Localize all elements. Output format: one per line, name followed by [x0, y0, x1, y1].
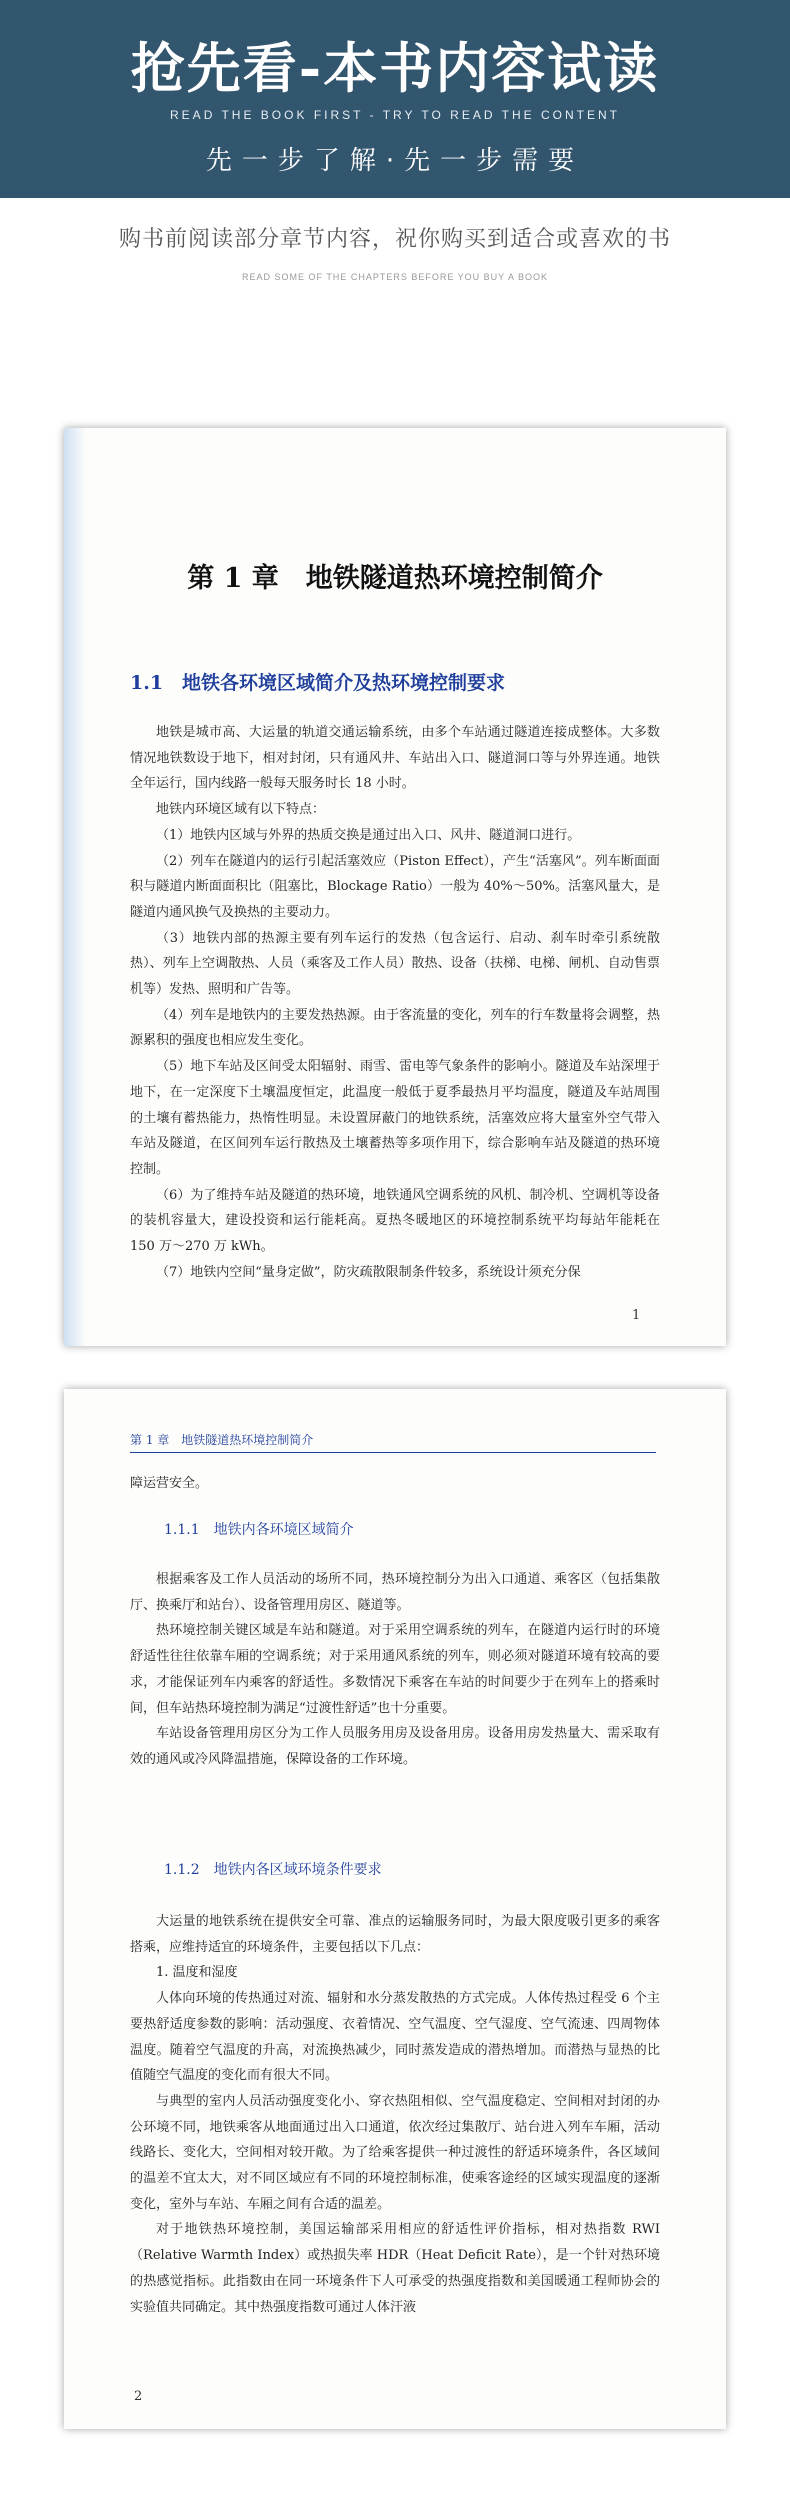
page2-body-2	[130, 1909, 660, 2320]
banner-title: 抢先看-本书内容试读	[130, 36, 660, 100]
paragraph: 障运营安全。	[130, 1476, 209, 1491]
intro-text-en: READ SOME OF THE CHAPTERS BEFORE YOU BUY A BOOK	[241, 272, 549, 282]
intro-text: 购书前阅读部分章节内容，祝你购买到适合或喜欢的书	[118, 227, 671, 252]
chapter-title: 第 1 章 地铁隧道热环境控制简介	[187, 563, 603, 594]
book-page-2	[64, 1389, 726, 2429]
subsection-title: 1.1.2 地铁内各区域环境条件要求	[164, 1862, 382, 1878]
paragraph: 与典型的室内人员活动强度变化小、穿衣热阻相似、空气温度稳定、空间相对封闭的办公环境不同，地铁乘客从地面通过出入口通道，依次经过集散厅、站台进入列车车厢，活动线路长、变化大，空间相对较开敞。为了给乘客提供一种过渡性的舒适环境条件，各区域间的温差不宜太大，对不同区域应有不同的环境控制标准，使乘客途经的区域实现温度的逐渐变化，室外与车站、车厢之间有合适的温差。	[130, 2093, 660, 2212]
paragraph: 1. 温度和湿度	[156, 1965, 238, 1981]
subsection-title: 1.1.1 地铁内各环境区域简介	[164, 1522, 354, 1538]
paragraph: （7）地铁内空间“量身定做”，防灾疏散限制条件较多，系统设计须充分保	[156, 1264, 581, 1280]
page-number: 1	[632, 1308, 641, 1323]
paragraph: （4）列车是地铁内的主要发热热源。由于客流量的变化，列车的行车数量将会调整，热源累积的强度也相应发生变化。	[130, 1007, 660, 1049]
banner-subtitle-en: READ THE BOOK FIRST - TRY TO READ THE CONTENT	[170, 108, 620, 122]
paragraph: 地铁是城市高、大运量的轨道交通运输系统，由多个车站通过隧道连接成整体。大多数情况地铁数设于地下，相对封闭，只有通风井、车站出入口、隧道洞口等与外界连通。地铁全年运行，国内线路一般每天服务时长 18 小时。	[130, 725, 660, 792]
page1-body	[130, 720, 660, 1285]
paragraph: 对于地铁热环境控制，美国运输部采用相应的舒适性评价指标，相对热指数 RWI（Relative Warmth Index）或热损失率 HDR（Heat Deficit Rate），是一个针对热环境的热感觉指标。此指数由在同一环境条件下人可承受的热强度指数和美国暖通工程师协会的实验值共同确定。其中热强度指数可通过人体汗液	[130, 2222, 660, 2315]
paragraph: 人体向环境的传热通过对流、辐射和水分蒸发散热的方式完成。人体传热过程受 6 个主要热舒适度参数的影响：活动强度、衣着情况、空气温度、空气湿度、空气流速、四周物体温度。随着空气温度的升高，对流换热减少，同时蒸发造成的潜热增加。而潜热与显热的比值随空气温度的变化而有很大不同。	[130, 1991, 660, 2084]
paragraph: 地铁内环境区域有以下特点：	[156, 802, 326, 818]
paragraph: 热环境控制关键区域是车站和隧道。对于采用空调系统的列车，在隧道内运行时的环境舒适性往往依靠车厢的空调系统；对于采用通风系统的列车，则必须对隧道环境有较高的要求，才能保证列车内乘客的舒适性。多数情况下乘客在车站的时间要少于在列车上的搭乘时间，但车站热环境控制为满足“过渡性舒适”也十分重要。	[130, 1623, 660, 1716]
page2-continuation	[130, 1471, 660, 1497]
paragraph: 车站设备管理用房区分为工作人员服务用房及设备用房。设备用房发热量大、需采取有效的通风或冷风降温措施，保障设备的工作环境。	[130, 1726, 660, 1767]
section-title: 1.1 地铁各环境区域简介及热环境控制要求	[130, 672, 506, 694]
running-header: 第 1 章 地铁隧道热环境控制简介	[130, 1433, 314, 1447]
paragraph: （6）为了维持车站及隧道的热环境，地铁通风空调系统的风机、制冷机、空调机等设备的装机容量大，建设投资和运行能耗高。夏热冬暖地区的环境控制系统平均每站年能耗在 150 万～270 万 kWh。	[130, 1187, 660, 1255]
paragraph: 大运量的地铁系统在提供安全可靠、准点的运输服务同时，为最大限度吸引更多的乘客搭乘，应维持适宜的环境条件，主要包括以下几点：	[130, 1914, 660, 1955]
paragraph: （3）地铁内部的热源主要有列车运行的发热（包含运行、启动、刹车时牵引系统散热）、列车上空调散热、人员（乘客及工作人员）散热、设备（扶梯、电梯、闸机、自动售票机等）发热、照明和广告等。	[130, 930, 660, 998]
page2-body-1	[130, 1567, 660, 1773]
paragraph: （2）列车在隧道内的运行引起活塞效应（Piston Effect），产生“活塞风”。列车断面面积与隧道内断面面积比（阻塞比，Blockage Ratio）一般为 40%～50%。活塞风量大，是隧道内通风换气及换热的主要动力。	[130, 853, 660, 920]
paragraph: 根据乘客及工作人员活动的场所不同，热环境控制分为出入口通道、乘客区（包括集散厅、换乘厅和站台）、设备管理用房区、隧道等。	[130, 1572, 660, 1613]
header-rule	[130, 1452, 656, 1453]
page-number: 2	[134, 2389, 143, 2404]
banner-slogan: 先一步了解·先一步需要	[205, 146, 585, 176]
paragraph: （1）地铁内区域与外界的热质交换是通过出入口、风井、隧道洞口进行。	[156, 827, 581, 843]
header-banner	[0, 0, 790, 198]
paragraph: （5）地下车站及区间受太阳辐射、雨雪、雷电等气象条件的影响小。隧道及车站深埋于地下，在一定深度下土壤温度恒定，此温度一般低于夏季最热月平均温度，隧道及车站周围的土壤有蓄热能力，热惰性明显。未设置屏蔽门的地铁系统，活塞效应将大量室外空气带入车站及隧道，在区间列车运行散热及土壤蓄热等多项作用下，综合影响车站及隧道的热环境控制。	[130, 1059, 660, 1177]
book-page-1	[64, 428, 726, 1346]
